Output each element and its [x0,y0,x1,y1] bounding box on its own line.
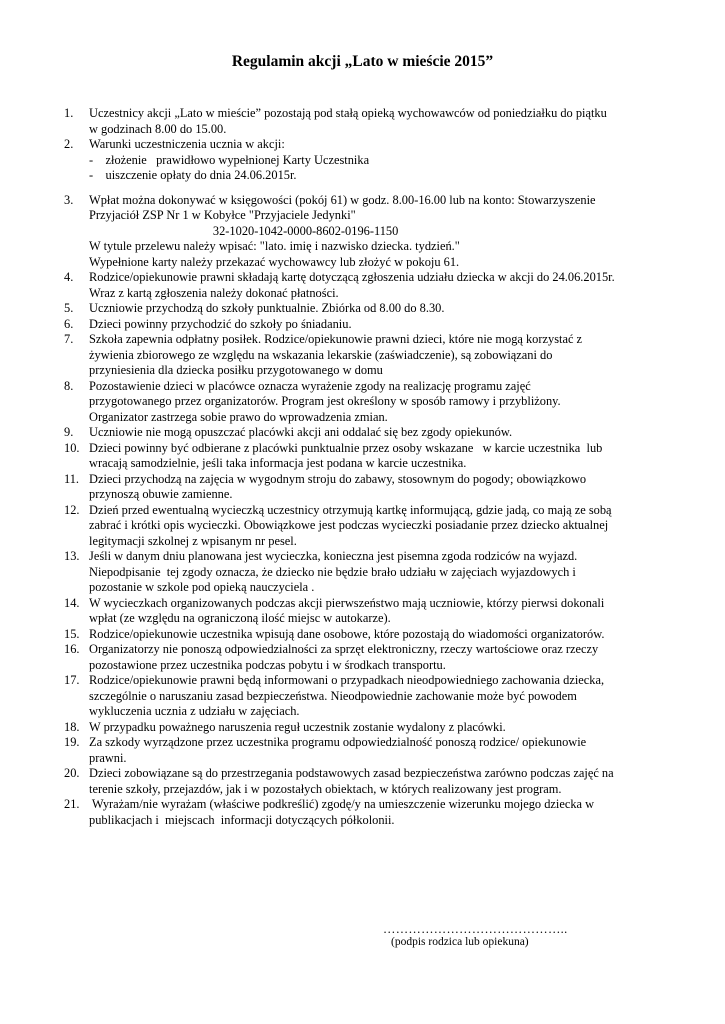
rule-number: 12. [64,502,80,517]
rule-text-line: Wypełnione karty należy przekazać wychowawcy lub złożyć w pokoju 61. [89,254,460,269]
signature-caption: (podpis rodzica lub opiekuna) [391,936,529,948]
rule-text-line: prawni. [89,750,127,765]
rule-text [89,332,664,379]
rule-number: 2. [64,137,74,151]
rule-number: 1. [64,106,74,120]
rule-item [64,106,664,137]
rule-text-line: Wpłat można dokonywać w księgowości (pokój 61) w godz. 8.00-16.00 lub na konto: Stowarzyszenie [89,192,596,207]
rule-text-line: terenie szkoły, przejazdów, jak i w pozostałych obiektach, w których realizowany jest program. [89,781,562,796]
rule-number: 20. [64,766,80,780]
rule-number: 14. [64,595,80,610]
rule-item [64,766,664,797]
rule-text [89,642,664,673]
rule-text [89,425,664,441]
rule-text-line: W przypadku poważnego naruszenia reguł uczestnik zostanie wydalony z placówki. [89,719,506,734]
rule-item [64,549,664,596]
rule-number: 10. [64,440,80,455]
rule-number: 6. [64,316,74,331]
rule-text-line: legitymacji szkolnej z wpisanym nr pesel. [89,533,297,548]
rule-text-line: Pozostawienie dzieci w placówce oznacza wyrażenie zgody na realizację programu zajęć [89,378,531,393]
rule-item [64,627,664,643]
rule-item [64,317,664,333]
rule-number: 5. [64,301,74,315]
rule-item [64,503,664,550]
rule-text [89,720,664,736]
rule-text-line: Rodzice/opiekunowie prawni będą informowani o przypadkach nieodpowiedniego zachowania dziecka, [89,673,605,687]
rule-text-line: Dzień przed ewentualną wycieczką uczestnicy otrzymują kartkę informującą, gdzie jadą, co mają ze sobą [89,502,612,517]
rule-text [89,549,664,596]
rule-text [89,472,664,503]
rule-item [64,137,664,184]
rule-text [89,735,664,766]
rule-text-line: przyniesienia dla dziecka posiłku przygotowanego w domu [89,363,383,377]
rule-number: 3. [64,192,74,207]
rule-text-line: szczególnie o naruszaniu zasad bezpieczeństwa. Nieodpowiednie zachowanie może być powodem [89,688,577,703]
rule-text-line: Organizator zastrzega sobie prawo do wprowadzenia zmian. [89,409,388,424]
rule-text-line: - uiszczenie opłaty do dnia 24.06.2015r. [89,168,297,182]
rule-number: 16. [64,642,80,656]
rule-text-line: pozostanie w szkole pod opieką nauczyciela . [89,580,315,594]
rule-text-line: zabrać i krótki opis wycieczki. Obowiązkowe jest podczas wycieczki posiadanie przez dziecko aktualnej [89,518,609,532]
rule-item [64,441,664,472]
rule-text-line: Dzieci zobowiązane są do przestrzegania podstawowych zasad bezpieczeństwa zarówno podczas zajęć na [89,766,614,780]
rule-text-line: Jeśli w danym dniu planowana jest wycieczka, konieczna jest pisemna zgoda rodziców na wyjazd. [89,549,578,563]
rule-text-line: 32-1020-1042-0000-8602-0196-1150 [89,223,399,238]
rule-item [64,425,664,441]
rule-text-line: pozostawione przez uczestnika podczas pobytu i w środkach transportu. [89,657,446,672]
rule-text [89,270,664,301]
rule-text [89,797,664,828]
rule-item [64,735,664,766]
rule-item [64,301,664,317]
rule-number: 21. [64,797,80,811]
rule-text-line: wykluczenia ucznia z udziału w zajęciach. [89,704,300,718]
rule-text-line: w godzinach 8.00 do 15.00. [89,121,227,136]
rule-text [89,106,664,137]
rule-number: 7. [64,332,74,346]
rule-text-line: wracają samodzielnie, jeśli taka informacja jest podana w karcie uczestnika. [89,456,467,470]
document-title: Regulamin akcji „Lato w mieście 2015” [231,53,494,70]
rule-item [64,720,664,736]
rule-text [89,137,664,184]
rule-text-line: Uczniowie nie mogą opuszczać placówki akcji ani oddalać się bez zgody opiekunów. [89,425,513,439]
rule-item [64,673,664,720]
rule-text [89,627,664,643]
rule-item [64,270,664,301]
rule-number: 11. [64,471,80,486]
rule-text-line: publikacjach i miejscach informacji dotyczących półkolonii. [89,812,395,827]
rule-item [64,379,664,426]
rule-text-line: W wycieczkach organizowanych podczas akcji pierwszeństwo mają uczniowie, którzy pierwsi dokonali [89,595,605,610]
rule-item [64,472,664,503]
rule-text [89,193,664,271]
rule-number: 15. [64,626,80,641]
rule-text-line: przynoszą obuwie zamienne. [89,487,233,501]
rule-item [64,596,664,627]
rule-number: 17. [64,673,80,687]
rule-item [64,797,664,828]
rule-text-line: Dzieci przychodzą na zajęcia w wygodnym stroju do zabawy, stosownym do pogody; obowiązkowo [89,471,587,486]
rule-text-line: Uczniowie przychodzą do szkoły punktualnie. Zbiórka od 8.00 do 8.30. [89,301,445,315]
rule-text-line: Dzieci powinny być odbierane z placówki punktualnie przez osoby wskazane w karcie uczestnika lub [89,440,603,455]
rule-number: 8. [64,378,74,393]
rule-text-line: Warunki uczestniczenia ucznia w akcji: [89,137,285,151]
rule-item [64,332,664,379]
rule-text [89,503,664,550]
rule-number: 4. [64,270,74,284]
rule-text-line: Organizatorzy nie ponoszą odpowiedzialności za sprzęt elektroniczny, rzeczy wartościowe oraz rzeczy [89,642,599,656]
rule-text-line: Za szkody wyrządzone przez uczestnika programu odpowiedzialność ponoszą rodzice/ opiekunowie [89,735,587,749]
rule-number: 19. [64,735,80,749]
rules-list [64,106,664,828]
rule-text-line: żywienia zbiorowego ze względu na wskazania lekarskie (zaświadczenie), są zobowiązani do [89,347,553,362]
rule-text-line: Uczestnicy akcji „Lato w mieście” pozostają pod stałą opieką wychowawców od poniedziałku do piątku [89,106,607,120]
rule-text-line: Wraz z kartą zgłoszenia należy dokonać płatności. [89,285,339,300]
rule-text-line: wpłat (ze względu na ograniczoną ilość miejsc w autokarze). [89,611,391,625]
rule-text-line: Dzieci powinny przychodzić do szkoły po śniadaniu. [89,316,352,331]
rule-text [89,441,664,472]
rule-text [89,301,664,317]
rule-text-line: - złożenie prawidłowo wypełnionej Karty Uczestnika [89,152,370,167]
signature-line: …………………………………….. [383,922,568,936]
rule-number: 13. [64,549,80,563]
rule-text-line: Niepodpisanie tej zgody oznacza, że dziecko nie będzie brało udziału w zajęciach wyjazdowych i [89,564,576,579]
rule-text-line: przygotowanego przez organizatorów. Program jest określony w sposób ramowy i przybliżony. [89,394,561,408]
rule-text [89,379,664,426]
rule-number: 9. [64,425,74,439]
rule-item [64,193,664,271]
rule-item [64,642,664,673]
rule-text-line: Szkoła zapewnia odpłatny posiłek. Rodzice/opiekunowie prawni dzieci, które nie mogą korzystać z [89,332,583,346]
rule-text [89,317,664,333]
rule-text-line: Rodzice/opiekunowie uczestnika wpisują dane osobowe, które pozostają do wiadomości organizatorów. [89,626,605,641]
rule-text-line: W tytule przelewu należy wpisać: "lato. imię i nazwisko dziecka. tydzień." [89,239,460,253]
rule-number: 18. [64,719,80,734]
rule-text [89,766,664,797]
rule-text-line: Przyjaciół ZSP Nr 1 w Kobyłce "Przyjaciele Jedynki" [89,208,356,222]
rule-text [89,596,664,627]
rule-text-line: Rodzice/opiekunowie prawni składają kartę dotyczącą zgłoszenia udziału dziecka w akcji do 24.06.2015r. [89,270,615,284]
rule-text-line: Wyrażam/nie wyrażam (właściwe podkreślić) zgodę/y na umieszczenie wizerunku mojego dziecka w [89,797,595,811]
rule-text [89,673,664,720]
